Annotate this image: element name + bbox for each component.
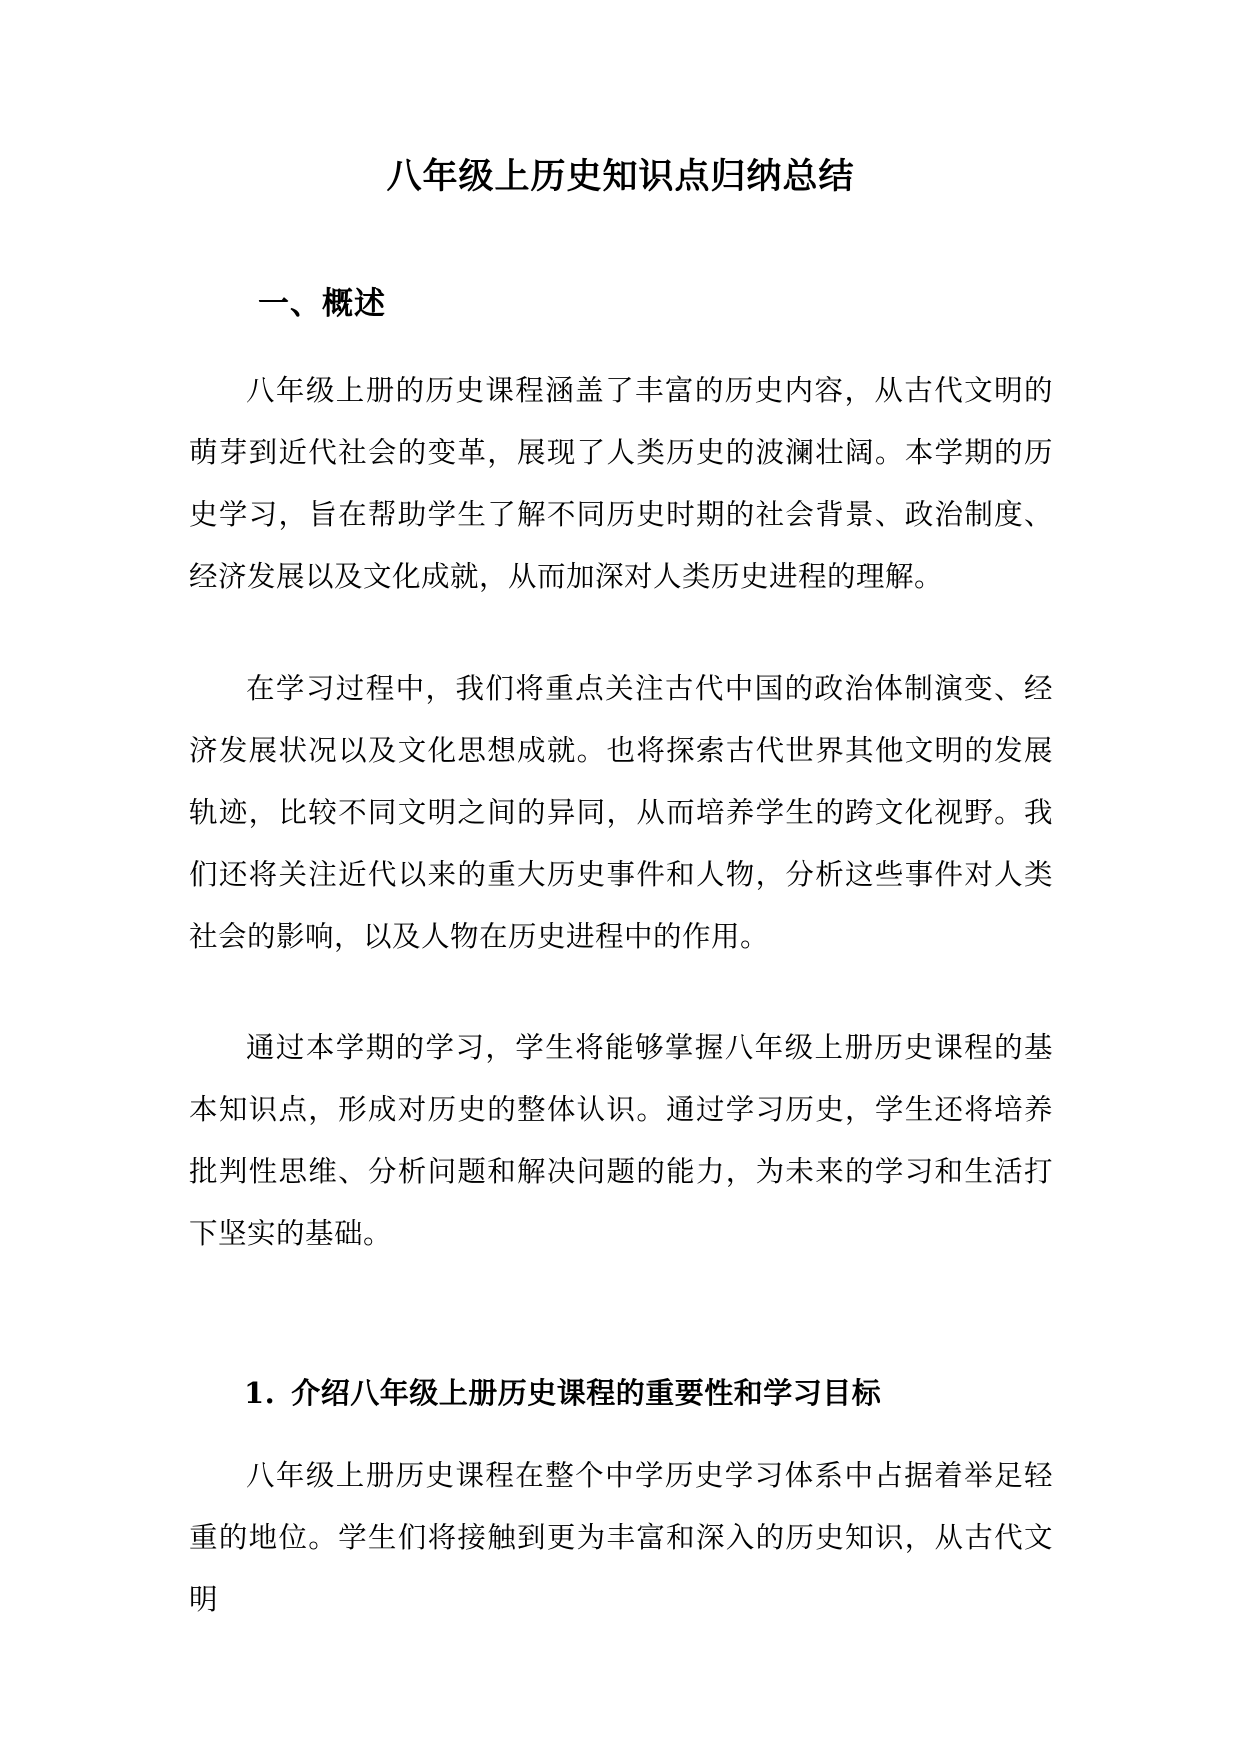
paragraph-4: 八年级上册历史课程在整个中学历史学习体系中占据着举足轻重的地位。学生们将接触到更为丰富和深入的历史知识，从古代文明 [189,1459,1053,1616]
paragraph-2: 在学习过程中，我们将重点关注古代中国的政治体制演变、经济发展状况以及文化思想成就。也将探索古代世界其他文明的发展轨迹，比较不同文明之间的异同，从而培养学生的跨文化视野。我们还将关注近代以来的重大历史事件和人物，分析这些事件对人类社会的影响，以及人物在历史进程中的作用。 [189,672,1053,953]
paragraph-1: 八年级上册的历史课程涵盖了丰富的历史内容，从古代文明的萌芽到近代社会的变革，展现了人类历史的波澜壮阔。本学期的历史学习，旨在帮助学生了解不同历史时期的社会背景、政治制度、经济发展以及文化成就，从而加深对人类历史进程的理解。 [189,374,1053,593]
subsection-number: 1. [244,1376,276,1410]
document-title: 八年级上历史知识点归纳总结 [386,156,855,197]
paragraph-3: 通过本学期的学习，学生将能够掌握八年级上册历史课程的基本知识点，形成对历史的整体认识。通过学习历史，学生还将培养批判性思维、分析问题和解决问题的能力，为未来的学习和生活打下坚实的基础。 [189,1031,1053,1250]
subsection-title: 介绍八年级上册历史课程的重要性和学习目标 [291,1376,882,1410]
subsection-heading [244,1372,881,1414]
section-heading-overview: 一、概述 [258,286,386,322]
